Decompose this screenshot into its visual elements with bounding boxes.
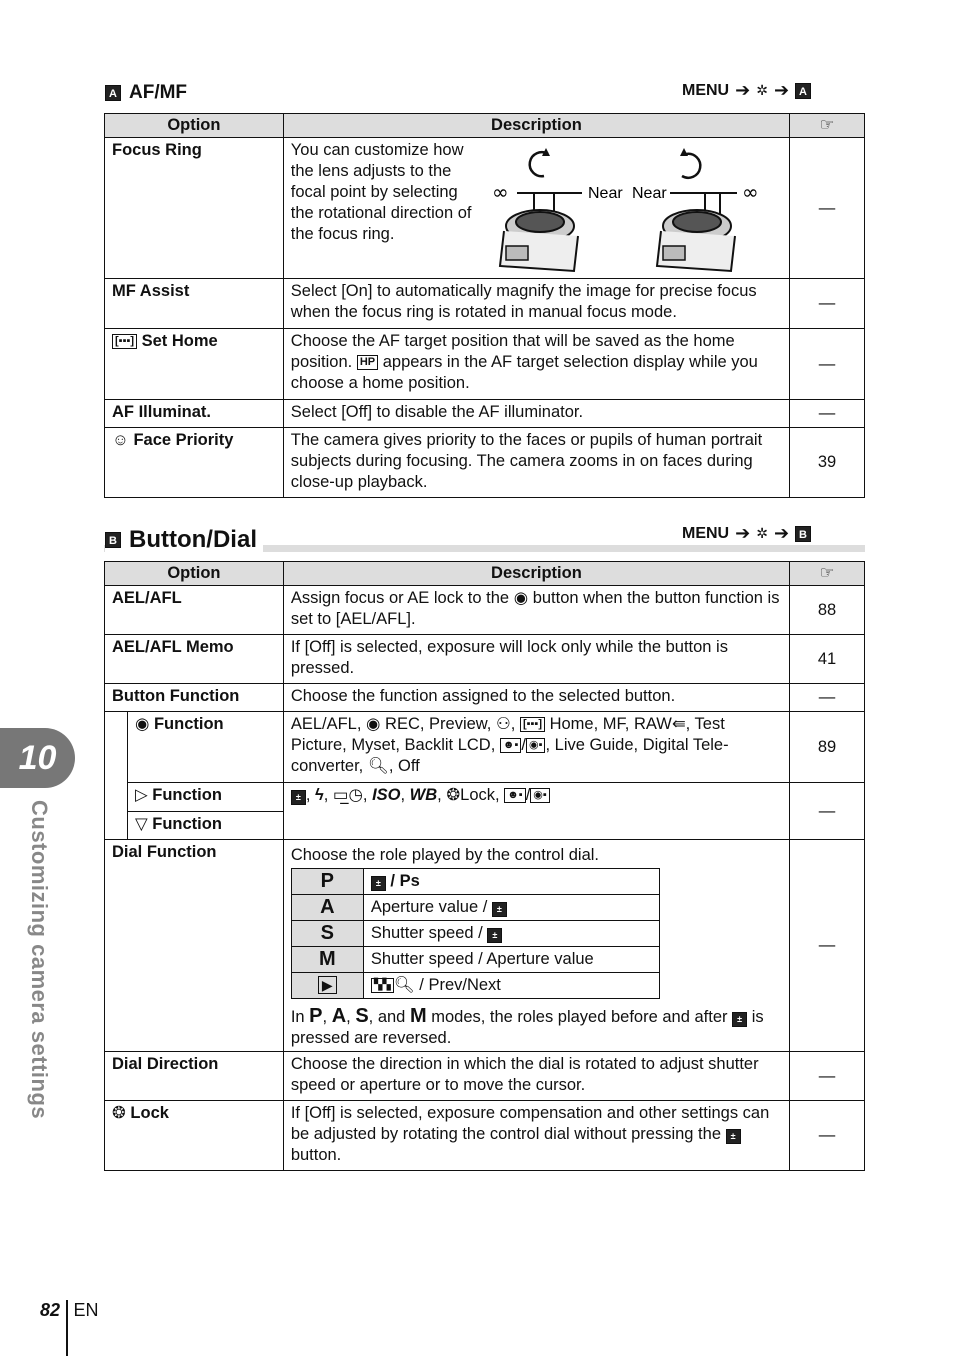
option-dial-function: Dial Function: [105, 840, 284, 1052]
exposure-comp-icon: ±: [732, 1012, 747, 1027]
exposure-comp-icon: ±: [487, 928, 502, 943]
menu-path: MENU ➔ ✲ ➔ A: [682, 80, 811, 101]
dial-icon: ❂: [112, 1104, 126, 1122]
table-row: [105, 329, 865, 400]
desc-fn-function: AEL/AFL, ◉ REC, Preview, ⚇, [▪▪▪] Home, MF, RAW⇚, Test Picture, Myset, Backlit LCD, ☻▪ / ◉▪ , Live Guide, Digital Tele-converter, 🔍︎, Off: [283, 712, 789, 783]
header-ref: ☞: [790, 562, 865, 586]
option-ael-afl: AEL/AFL: [105, 586, 284, 635]
ref-set-home: —: [790, 329, 865, 400]
exposure-comp-icon: ±: [291, 790, 306, 805]
section-title-buttondial: [105, 526, 263, 554]
ref-fn-function: 89: [790, 712, 865, 783]
afmf-table: [104, 113, 865, 498]
arrow-right-icon: ➔: [735, 80, 751, 100]
ref-mf-assist: —: [790, 279, 865, 329]
desc-af-illuminat: Select [Off] to disable the AF illuminator.: [283, 400, 789, 428]
index-icon: ▚▚: [371, 978, 394, 993]
chapter-label: Customizing camera settings: [27, 800, 52, 1120]
mode-s: S: [291, 921, 363, 947]
dial-icon: ❂: [446, 786, 461, 804]
eye-af-icon: ◉▪: [530, 788, 550, 803]
ref-dial-direction: —: [790, 1052, 865, 1101]
section-title-text: AF/MF: [129, 82, 188, 103]
table-row: S Shutter speed / ±: [291, 921, 659, 947]
flash-icon: ϟ: [314, 786, 324, 804]
arrow-right-icon: ➔: [735, 523, 751, 543]
af-target-icon: [▪▪▪]: [112, 334, 137, 349]
table-row: [105, 279, 865, 329]
arrow-right-icon: ➔: [773, 523, 790, 543]
header-option: Option: [105, 114, 284, 138]
drive-icon: ▭̲◷: [332, 786, 363, 804]
table-row: [105, 684, 865, 712]
option-face-priority: ☺ Face Priority: [105, 428, 284, 498]
table-row: [105, 400, 865, 428]
eye-af-icon: ◉▪: [526, 738, 546, 753]
mode-a: A: [291, 895, 363, 921]
triangle-right-icon: ▷: [134, 786, 148, 804]
option-focus-ring: Focus Ring: [105, 138, 284, 279]
section-title-afmf: [105, 82, 187, 104]
option-fn-function: ◉ Function: [127, 712, 283, 783]
table-row: A Aperture value / ±: [291, 895, 659, 921]
language-label: EN: [73, 1300, 99, 1320]
svg-text:Near: Near: [631, 185, 667, 202]
raw-arrows-icon: ⇚: [671, 715, 686, 733]
target-circle-icon: ◉: [366, 715, 381, 733]
desc-lock: If [Off] is selected, exposure compensation and other settings can be adjusted by rotating the control dial without pressing the ± button.: [283, 1101, 789, 1171]
triangle-down-icon: ▽: [134, 815, 148, 833]
gear-icon: ✲: [756, 82, 768, 98]
option-button-function: Button Function: [105, 684, 284, 712]
target-circle-icon: ◉: [134, 715, 150, 733]
target-circle-icon: ◉: [513, 589, 529, 607]
menu-path: MENU ➔ ✲ ➔ B: [682, 523, 811, 544]
zoom-icon: 🔍︎: [367, 757, 389, 775]
gear-icon: ✲: [756, 525, 768, 541]
hp-icon: HP: [357, 355, 378, 370]
table-row: [105, 635, 865, 684]
table-row: [105, 1052, 865, 1101]
footer-divider: [66, 1300, 68, 1356]
ref-right-function: —: [790, 783, 865, 840]
desc-focus-ring: You can customize how the lens adjusts to the focal point by selecting the rotational direction of the focus ring. ∞ Near Near ∞: [283, 138, 789, 279]
camera-a-icon: A: [105, 85, 121, 101]
desc-set-home: Choose the AF target position that will be saved as the home position. HP appears in the AF target selection display while you choose a home position.: [283, 329, 789, 400]
desc-right-function: ± , ϟ, ▭̲◷, ISO, WB, ❂Lock, ☻▪ / ◉▪: [283, 783, 789, 840]
desc-dial-direction: Choose the direction in which the dial is rotated to adjust shutter speed or aperture or to move the cursor.: [283, 1052, 789, 1101]
ref-dial-function: —: [790, 840, 865, 1052]
option-lock: ❂ Lock: [105, 1101, 284, 1171]
table-row: [105, 1101, 865, 1171]
option-ael-afl-memo: AEL/AFL Memo: [105, 635, 284, 684]
header-description: Description: [283, 114, 789, 138]
desc-dial-function: Choose the role played by the control dial. P ± / Ps A Aperture value / ± S Shutter speed / ± M Shutter speed / Aperture value ▶ ▚▚ 🔍︎ / Prev/Next In P, A, S, and M modes, the roles played before and after ± is pressed are reversed.: [283, 840, 789, 1052]
dial-mode-table: [291, 868, 660, 999]
ref-face-priority: 39: [790, 428, 865, 498]
table-row: [105, 840, 865, 1052]
svg-text:∞: ∞: [741, 180, 759, 204]
header-ref: ☞: [790, 114, 865, 138]
header-option: Option: [105, 562, 284, 586]
ref-button-function: —: [790, 684, 865, 712]
table-row: [105, 138, 865, 279]
ref-ael-afl-memo: 41: [790, 635, 865, 684]
ref-ael-afl: 88: [790, 586, 865, 635]
desc-ael-afl: Assign focus or AE lock to the ◉ button when the button function is set to [AEL/AFL].: [283, 586, 789, 635]
mode-p: P: [291, 869, 363, 895]
face-af-icon: ☻▪: [500, 738, 521, 753]
table-row: [105, 428, 865, 498]
exposure-comp-icon: ±: [371, 876, 386, 891]
ref-focus-ring: —: [790, 138, 865, 279]
option-down-function: ▽ Function: [127, 812, 283, 840]
camera-b-icon: B: [795, 526, 811, 542]
camera-b-icon: B: [105, 532, 121, 548]
table-row: [105, 712, 865, 783]
indent-cell: [105, 712, 128, 840]
exposure-comp-icon: ±: [726, 1129, 741, 1144]
page-number: 82: [40, 1300, 61, 1320]
option-dial-direction: Dial Direction: [105, 1052, 284, 1101]
table-row: [105, 586, 865, 635]
arrow-right-icon: ➔: [773, 80, 790, 100]
ref-lock: —: [790, 1101, 865, 1171]
table-row: ▶ ▚▚ 🔍︎ / Prev/Next: [291, 973, 659, 999]
exposure-comp-icon: ±: [492, 902, 507, 917]
svg-text:∞: ∞: [491, 180, 509, 204]
header-description: Description: [283, 562, 789, 586]
table-row: P ± / Ps: [291, 869, 659, 895]
face-icon: ⚇: [496, 715, 511, 733]
ref-af-illuminat: —: [790, 400, 865, 428]
option-right-function: ▷ Function: [127, 783, 283, 812]
section-title-text: Button/Dial: [129, 526, 257, 553]
desc-button-function: Choose the function assigned to the selected button.: [283, 684, 789, 712]
desc-mf-assist: Select [On] to automatically magnify the image for precise focus when the focus ring is rotated in manual focus mode.: [283, 279, 789, 329]
face-af-icon: ☻▪: [504, 788, 525, 803]
svg-text:Near: Near: [587, 185, 623, 202]
option-af-illuminat: AF Illuminat.: [105, 400, 284, 428]
chapter-tab: 10: [0, 728, 75, 788]
table-row: [105, 783, 865, 812]
dial-note: In P, A, S, and M modes, the roles played before and after ± is pressed are reversed.: [290, 1005, 764, 1047]
af-target-icon: [▪▪▪]: [520, 717, 545, 732]
page-footer: [40, 1300, 99, 1356]
option-set-home: [▪▪▪] Set Home: [105, 329, 284, 400]
desc-face-priority: The camera gives priority to the faces or pupils of human portrait subjects during focusing. The camera zooms in on faces during close-up playback.: [283, 428, 789, 498]
camera-a-icon: A: [795, 83, 811, 99]
desc-ael-afl-memo: If [Off] is selected, exposure will lock only while the button is pressed.: [283, 635, 789, 684]
focus-ring-diagram: [492, 146, 782, 274]
option-mf-assist: MF Assist: [105, 279, 284, 329]
table-row: M Shutter speed / Aperture value: [291, 947, 659, 973]
face-icon: ☺: [112, 431, 129, 449]
mode-m: M: [291, 947, 363, 973]
play-icon: ▶: [291, 973, 363, 999]
buttondial-table: [104, 561, 865, 1171]
zoom-icon: 🔍︎: [393, 976, 415, 994]
